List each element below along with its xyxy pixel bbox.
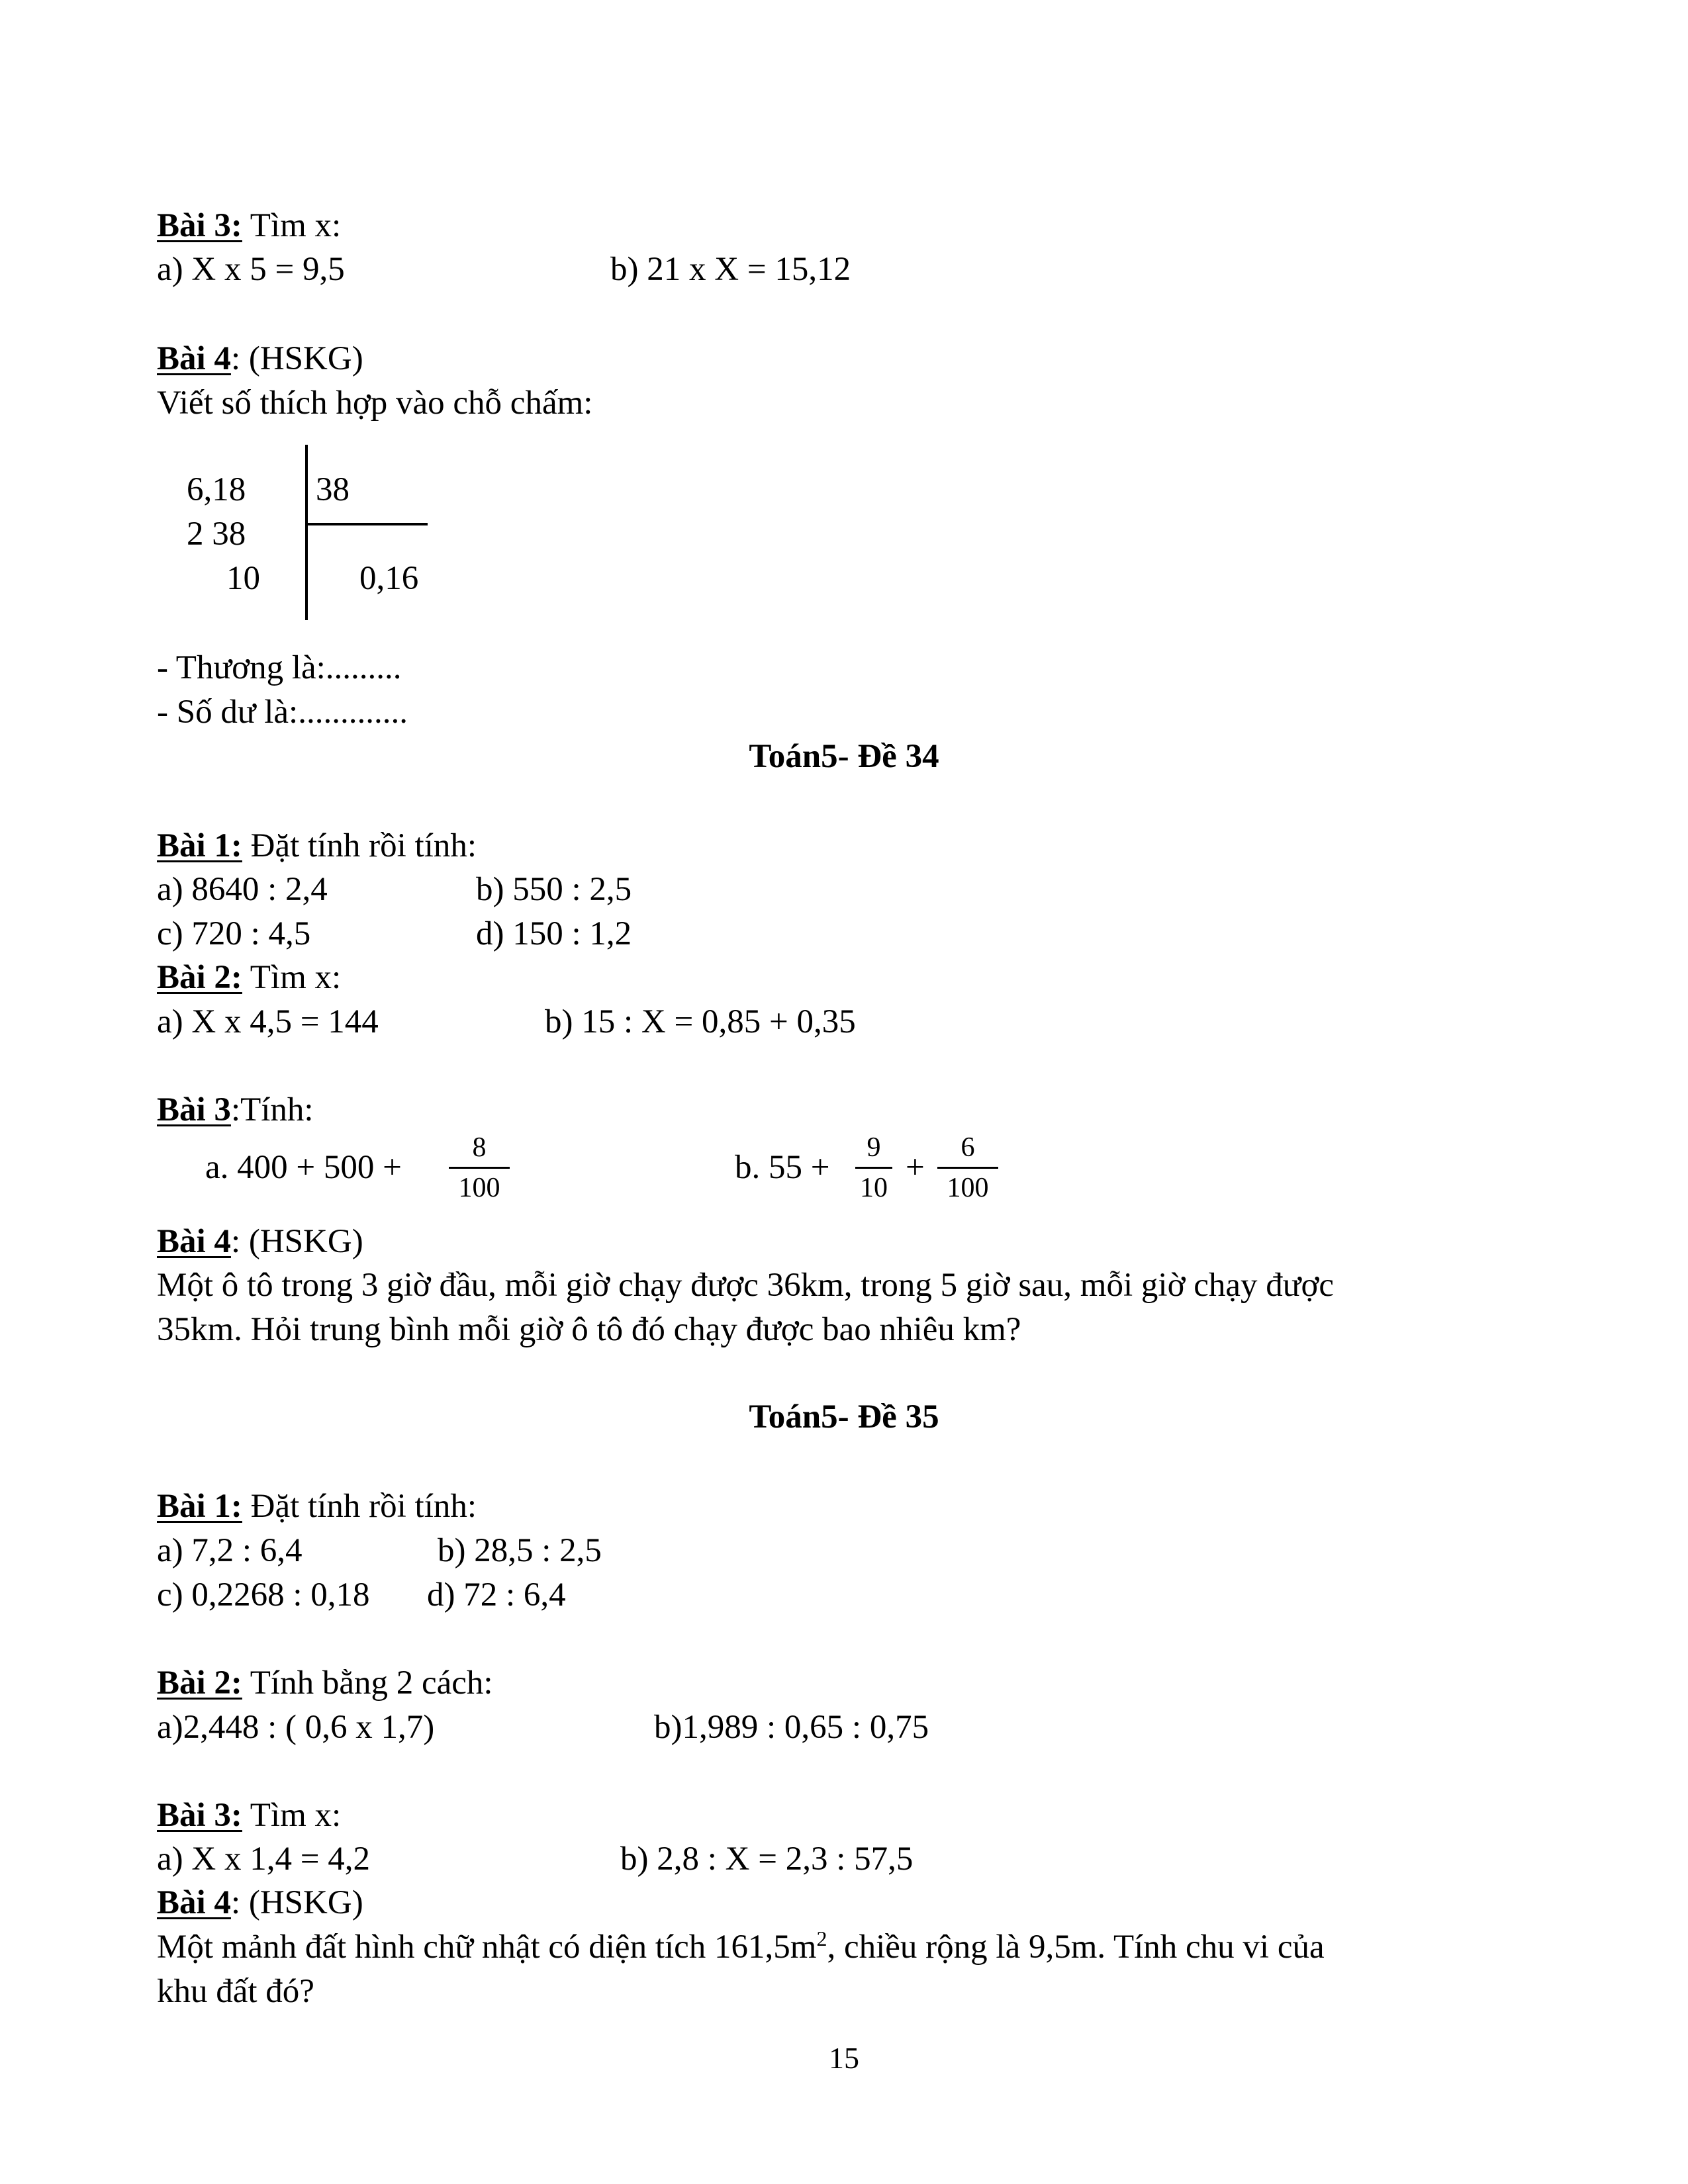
de34-bai1-text: Đặt tính rồi tính: xyxy=(242,827,477,864)
bai4-text: : (HSKG) xyxy=(230,340,363,377)
de34-bai3-b-fraction1 xyxy=(855,1131,892,1205)
de34-bai2-a: a) X x 4,5 = 144 xyxy=(157,1003,379,1040)
fraction-denominator: 10 xyxy=(860,1173,888,1203)
division-divisor: 38 xyxy=(316,471,350,508)
de35-bai1-a: a) 7,2 : 6,4 xyxy=(157,1532,303,1569)
de34-bai2-label: Bài 2: xyxy=(157,959,242,996)
de35-bai4-heading xyxy=(157,1881,363,1925)
division-step2: 10 xyxy=(226,560,260,597)
fraction-bar xyxy=(855,1167,892,1169)
bai3-part-a: a) X x 5 = 9,5 xyxy=(157,251,345,288)
de34-bai1-b: b) 550 : 2,5 xyxy=(476,871,632,908)
thuong-line: - Thương là:......... xyxy=(157,649,402,686)
division-vertical-bar xyxy=(305,445,308,620)
bai3-text: Tìm x: xyxy=(242,207,342,244)
de35-bai2-text: Tính bằng 2 cách: xyxy=(242,1664,493,1702)
de35-bai1-text: Đặt tính rồi tính: xyxy=(242,1488,477,1525)
de35-bai4-line1-post: , chiều rộng là 9,5m. Tính chu vi của xyxy=(827,1929,1325,1966)
bai3-part-b: b) 21 x X = 15,12 xyxy=(610,251,851,288)
de34-bai1-a: a) 8640 : 2,4 xyxy=(157,871,328,908)
de35-bai4-line1 xyxy=(157,1925,1325,1970)
division-dividend: 6,18 xyxy=(187,471,246,508)
de35-bai2-a: a)2,448 : ( 0,6 x 1,7) xyxy=(157,1709,435,1746)
de34-bai1-d: d) 150 : 1,2 xyxy=(476,915,632,952)
de34-bai4-line1: Một ô tô trong 3 giờ đầu, mỗi giờ chạy được 36km, trong 5 giờ sau, mỗi giờ chạy được xyxy=(157,1267,1335,1304)
de34-bai2-heading xyxy=(157,956,341,1000)
de35-bai3-heading xyxy=(157,1794,341,1838)
de35-bai1-label: Bài 1: xyxy=(157,1488,242,1525)
sodu-line: - Số dư là:............. xyxy=(157,694,408,731)
de34-bai4-heading xyxy=(157,1220,363,1264)
de34-bai3-b-fraction2 xyxy=(937,1131,998,1205)
bai3-label: Bài 3: xyxy=(157,207,242,244)
de34-bai3-label: Bài 3 xyxy=(157,1091,231,1128)
de34-bai3-b-plus: + xyxy=(906,1149,925,1186)
page-number: 15 xyxy=(829,2041,859,2075)
bai4-instruction: Viết số thích hợp vào chỗ chấm: xyxy=(157,385,593,422)
de34-bai4-text: : (HSKG) xyxy=(230,1223,363,1260)
de34-bai3-text: :Tính: xyxy=(230,1091,314,1128)
fraction-bar xyxy=(937,1167,998,1169)
fraction-numerator: 8 xyxy=(472,1132,487,1163)
de34-bai1-heading xyxy=(157,824,477,868)
fraction-numerator: 6 xyxy=(961,1132,975,1163)
division-step1: 2 38 xyxy=(187,516,246,553)
de34-bai1-c: c) 720 : 4,5 xyxy=(157,915,311,952)
de35-bai1-heading xyxy=(157,1484,477,1529)
de35-bai3-text: Tìm x: xyxy=(242,1797,342,1834)
de35-bai4-line1-pre: Một mảnh đất hình chữ nhật có diện tích 161,5m xyxy=(157,1929,817,1966)
de35-title: Toán5- Đề 35 xyxy=(749,1398,939,1435)
fraction-numerator: 9 xyxy=(867,1132,881,1163)
de35-bai4-text: : (HSKG) xyxy=(230,1884,363,1921)
de35-bai3-b: b) 2,8 : X = 2,3 : 57,5 xyxy=(620,1841,914,1878)
de35-bai4-superscript: 2 xyxy=(816,1927,827,1950)
de35-bai2-label: Bài 2: xyxy=(157,1664,242,1702)
de34-bai4-label: Bài 4 xyxy=(157,1223,231,1260)
division-horizontal-bar xyxy=(305,523,428,525)
de34-bai3-heading xyxy=(157,1088,314,1132)
de35-bai3-label: Bài 3: xyxy=(157,1797,242,1834)
de35-bai1-d: d) 72 : 6,4 xyxy=(427,1576,566,1614)
de35-bai2-heading xyxy=(157,1661,493,1706)
bai3-heading xyxy=(157,204,341,248)
fraction-bar xyxy=(449,1167,510,1169)
bai4-label: Bài 4 xyxy=(157,340,231,377)
bai4-heading xyxy=(157,337,363,381)
de34-bai2-b: b) 15 : X = 0,85 + 0,35 xyxy=(545,1003,856,1040)
de35-bai2-b: b)1,989 : 0,65 : 0,75 xyxy=(654,1709,929,1746)
fraction-denominator: 100 xyxy=(947,1173,989,1203)
de35-bai3-a: a) X x 1,4 = 4,2 xyxy=(157,1841,370,1878)
de34-bai3-b-prefix: b. 55 + xyxy=(735,1149,830,1186)
division-quotient: 0,16 xyxy=(359,560,419,597)
de34-bai3-a-fraction xyxy=(449,1131,510,1205)
de35-bai1-b: b) 28,5 : 2,5 xyxy=(438,1532,602,1569)
de34-bai2-text: Tìm x: xyxy=(242,959,342,996)
de35-bai1-c: c) 0,2268 : 0,18 xyxy=(157,1576,370,1614)
de34-bai1-label: Bài 1: xyxy=(157,827,242,864)
de34-bai3-a-prefix: a. 400 + 500 + xyxy=(205,1149,402,1186)
de35-bai4-label: Bài 4 xyxy=(157,1884,231,1921)
de34-title: Toán5- Đề 34 xyxy=(749,738,939,775)
de34-bai4-line2: 35km. Hỏi trung bình mỗi giờ ô tô đó chạy được bao nhiêu km? xyxy=(157,1311,1021,1348)
de35-bai4-line2: khu đất đó? xyxy=(157,1973,314,2010)
fraction-denominator: 100 xyxy=(458,1173,500,1203)
